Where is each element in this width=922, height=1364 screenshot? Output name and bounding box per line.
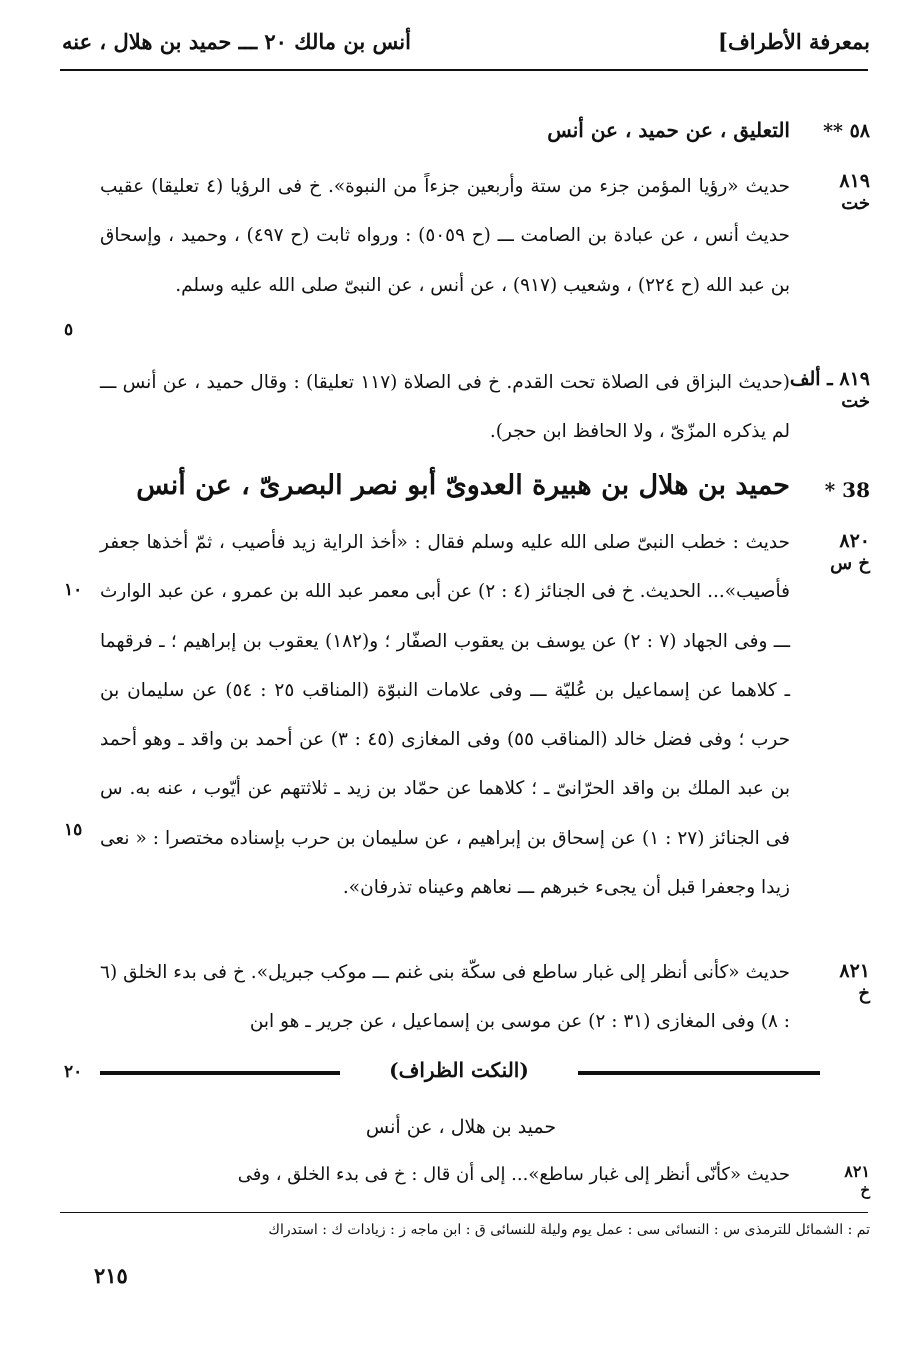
entry-number: ٨٢١ bbox=[839, 960, 870, 982]
entry-number: ٨٢٠ bbox=[839, 530, 870, 552]
entry-sigla: خت bbox=[841, 391, 870, 412]
section-number: ٥٨ ** bbox=[823, 120, 870, 142]
line-number-20: ٢٠ bbox=[64, 1062, 83, 1082]
section-title-38: حميد بن هلال بن هبيرة العدوىّ أبو نصر البصرىّ ، عن أنس bbox=[136, 470, 790, 501]
nukat-title: (النكت الظراف) bbox=[389, 1058, 529, 1082]
entry-sigla: خ bbox=[858, 983, 870, 1004]
nukat-subheading: حميد بن هلال ، عن أنس bbox=[365, 1116, 557, 1138]
line-number-5: ٥ bbox=[64, 320, 74, 340]
entry-text-819a: (حديث البزاق فى الصلاة تحت القدم. خ فى الصلاة (١١٧ تعليقا) : وقال حميد ، عن أنس ـــ لم يذكره المزّىّ ، ولا الحافظ ابن حجر). bbox=[100, 372, 791, 443]
divider-line-left bbox=[100, 1071, 340, 1075]
entry-number: ٨١٩ bbox=[839, 170, 870, 192]
entry-marker-820 bbox=[830, 530, 870, 576]
divider-line-right bbox=[578, 1071, 820, 1075]
entry-marker-821 bbox=[839, 960, 870, 1006]
entry-sigla: خ bbox=[860, 1181, 870, 1199]
entry-number: ٨١٩ ـ ألف bbox=[789, 368, 870, 390]
entry-sigla: خ س bbox=[830, 553, 870, 574]
entry-text-819: حديث «رؤيا المؤمن جزء من ستة وأربعين جزءاً من النبوة». خ فى الرؤيا (٤ تعليقا) عقيب حديث أنس ، عن عبادة بن الصامت ـــ (ح ٥٠٥٩) : ورواه ثابت (ح ٤٩٧) ، وحميد ، وإسحاق بن عبد الله (ح ٢٢٤) ، وشعيب (٩١٧) ، عن أنس ، عن النبىّ صلى الله عليه وسلم. bbox=[100, 176, 790, 296]
sigla-footnote: تم : الشمائل للترمذى س : النسائى سى : عمل يوم وليلة للنسائى ق : ابن ماجه ز : زيادات ك : استدراك bbox=[268, 1222, 870, 1238]
entry-sigla: خت bbox=[841, 193, 870, 214]
running-header-right: بمعرفة الأطراف] bbox=[718, 29, 870, 54]
entry-marker-819 bbox=[839, 170, 870, 216]
section-title: التعليق ، عن حميد ، عن أنس bbox=[547, 118, 790, 142]
footnote-rule bbox=[60, 1212, 868, 1213]
nukat-divider bbox=[100, 1058, 820, 1088]
running-header-left: أنس بن مالك ٢٠ ـــ حميد بن هلال ، عنه bbox=[62, 29, 411, 54]
page-number: ٢١٥ bbox=[94, 1263, 128, 1288]
entry-number: ٨٢١ bbox=[844, 1162, 870, 1181]
header-rule bbox=[60, 69, 868, 71]
nukat-entry-text: حديث «كأنّى أنظر إلى غبار ساطع»... إلى أن قال : خ فى بدء الخلق ، وفى bbox=[237, 1164, 790, 1185]
entry-text-820: حديث : خطب النبىّ صلى الله عليه وسلم فقال : «أخذ الراية زيد فأصيب ، ثمّ أخذها جعفر فأصيب»... الحديث. خ فى الجنائز (٤ : ٢) عن أبى معمر عبد الله بن عمرو ، عن عبد الوارث ـــ وفى الجهاد (٧ : ٢) عن يوسف بن يعقوب الصفّار ؛ و(١٨٢) يعقوب بن إبراهيم ؛ ـ فرقهما ـ كلاهما عن إسماعيل بن عُليّة ـــ وفى علامات النبوّة (المناقب ٢٥ : ٥٤) عن سليمان بن حرب ؛ وفى فضل خالد (المناقب ٥٥) وفى المغازى (٤٥ : ٣) عن أحمد بن واقد ـ وهو أحمد بن عبد الملك بن واقد الحرّانىّ ـ ؛ كلاهما عن حمّاد بن زيد ـ ثلاثتهم عن أيّوب ، عنه به. س فى الجنائز (٢٧ : ١) عن إسحاق بن إبراهيم ، عن سليمان بن حرب بإسناده مختصرا : « نعى زيدا وجعفرا قبل أن يجىء خبرهم ـــ نعاهم وعيناه تذرفان». bbox=[100, 532, 791, 899]
entry-marker-819a bbox=[790, 368, 870, 414]
entry-text-821: حديث «كأنى أنظر إلى غبار ساطع فى سكّة بنى غنم ـــ موكب جبريل». خ فى بدء الخلق (٦ : ٨) وفى المغازى (٣١ : ٢) عن موسى بن إسماعيل ، عن جرير ـ هو ابن bbox=[100, 962, 790, 1033]
nukat-entry-marker bbox=[844, 1162, 870, 1199]
line-number-10: ١٠ bbox=[64, 580, 83, 600]
line-number-15: ١٥ bbox=[64, 820, 83, 840]
section-number-38: 38 * bbox=[824, 478, 870, 502]
